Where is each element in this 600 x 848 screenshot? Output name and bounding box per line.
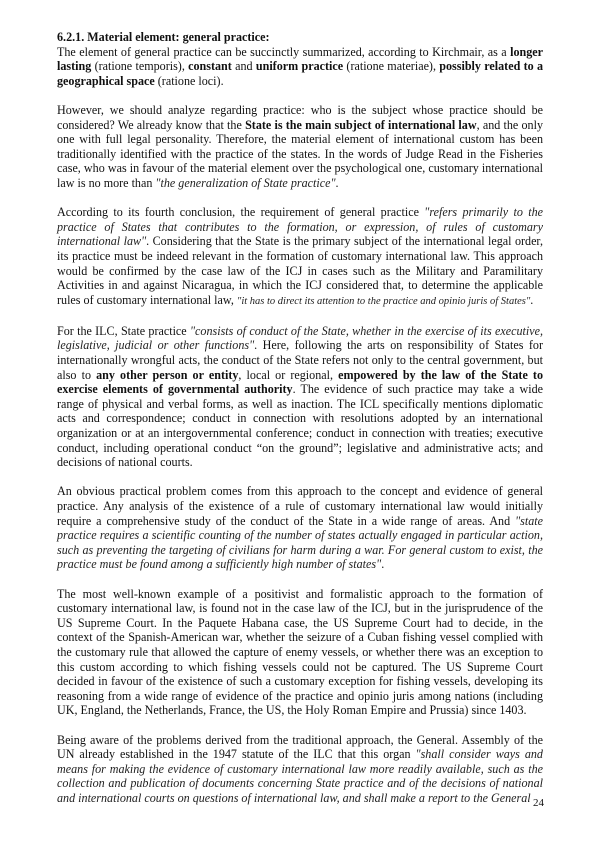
paragraph-6: [57, 587, 543, 718]
text: For the ILC, State practice: [57, 323, 190, 338]
quote: "the generalization of State practice": [155, 175, 336, 190]
bold-text: constant: [188, 59, 232, 74]
paragraph-4: [57, 324, 543, 470]
text: According to its fourth conclusion, the requirement of general practice: [57, 205, 425, 220]
document-page: [57, 30, 543, 820]
page-number: 24: [533, 797, 544, 809]
text: The element of general practice can be succinctly summarized, according to Kirchmair, as a: [57, 44, 511, 59]
text: The most well-known example of a positivist and formalistic approach to the formation of customary international law, is found not in the case law of the ICJ, but in the jurisprudence of the US Supreme Court. In the Paquete Habana case, the US Supreme Court had to decide, in the context of the Spanish-American war, whether the seizure of a Cuban fishing vessel complied with the customary rule that allowed the capture of enemy vessels, or whether there was an exception to this custom according to which fishing vessels could not be captured. The US Supreme Court decided in favour of the existence of such a customary exception for fishing vessels, developing its reasoning from a wide range of evidence of the practice and opinio juris among nations (including UK, England, the Netherlands, France, the US, the Holy Roman Empire and Prussia) since 1403.: [57, 586, 543, 718]
text: .: [335, 175, 339, 190]
paragraph-5: [57, 484, 543, 572]
text: . Considering that the State is the primary subject of the international legal order, its practice must be indeed relevant in the formation of customary international law. This approach would be confirmed by the case law of the ICJ in cases such as the Military and Paramilitary Activities in and against Nicaragua, in which the ICJ considered that, to determine the applicable rules of customary international law,: [57, 234, 543, 307]
bold-text: possibly related to a geographical space: [57, 59, 543, 88]
quote: "state practice requires a scientific counting of the number of states actually engaged in particular action, such as preventing the targeting of civilians for harm during a war. For general custom to exist, the practice must be found among a sufficiently high number of states": [57, 513, 543, 572]
text: . Here, following the arts on responsibility of States for internationally wrongful acts, the conduct of the State refers not only to the central government, but also to: [57, 338, 543, 382]
bold-text: any other person or entity: [96, 367, 239, 382]
text: Being aware of the problems derived from the traditional approach, the General. Assembly of the UN already established in the 1947 statute of the ILC that this organ: [57, 732, 543, 762]
text: .: [530, 292, 534, 307]
paragraph-2: [57, 103, 543, 191]
quote: "shall consider ways and means for making the evidence of customary international law more readily available, such as the collection and publication of documents concerning State practice and of the decisions of national and international courts on questions of international law, and shall make a report to the General: [57, 747, 543, 805]
paragraph-3: [57, 205, 543, 309]
quote: "it has to direct its attention to the practice and opinio juris of States": [236, 295, 531, 307]
bold-text: State is the main subject of international law: [245, 117, 477, 132]
paragraph-1: [57, 45, 543, 89]
text: . The evidence of such practice may take a wide range of physical and verbal forms, as well as inaction. The ICL specifically mentions diplomatic acts and correspondence; conduct in connection with resolutions adopted by an international organization or at an intergovernmental conference; conduct in connection with treaties; executive conduct, including operational conduct “on the ground”; legislative and administrative acts; and decisions of national courts.: [57, 382, 543, 470]
quote: "refers primarily to the practice of States that contributes to the formation, or expression, of rules of customary international law": [57, 205, 543, 249]
text: , and the only one with full legal personality. Therefore, the material element of international custom has been traditionally identified with the practice of the states. In the words of Judge Read in the Fisheries case, who was in favour of the material element over the psychological one, customary international law is no more than: [57, 117, 544, 190]
bold-text: uniform practice: [255, 59, 344, 74]
text: (ratione materiae),: [343, 59, 440, 74]
bold-text: longer lasting: [57, 44, 543, 74]
text: (ratione loci).: [154, 73, 224, 88]
text: (ratione temporis),: [91, 59, 189, 74]
text: , local or regional,: [238, 367, 339, 382]
bold-text: empowered by the law of the State to exercise elements of governmental authority: [57, 367, 544, 397]
text: and: [231, 59, 256, 74]
text: An obvious practical problem comes from this approach to the concept and evidence of general practice. Any analysis of the existence of a rule of customary international law would initially require a comprehensive study of the conduct of the State in a wide range of areas. And: [57, 484, 543, 528]
quote: "consists of conduct of the State, whether in the exercise of its executive, legislative, judicial or other functions": [57, 323, 543, 353]
text: However, we should analyze regarding practice: who is the subject whose practice should be considered? We already know that the: [57, 102, 543, 132]
section-heading: 6.2.1. Material element: general practice:: [57, 30, 270, 44]
paragraph-7: [57, 733, 543, 806]
text: .: [381, 557, 385, 572]
